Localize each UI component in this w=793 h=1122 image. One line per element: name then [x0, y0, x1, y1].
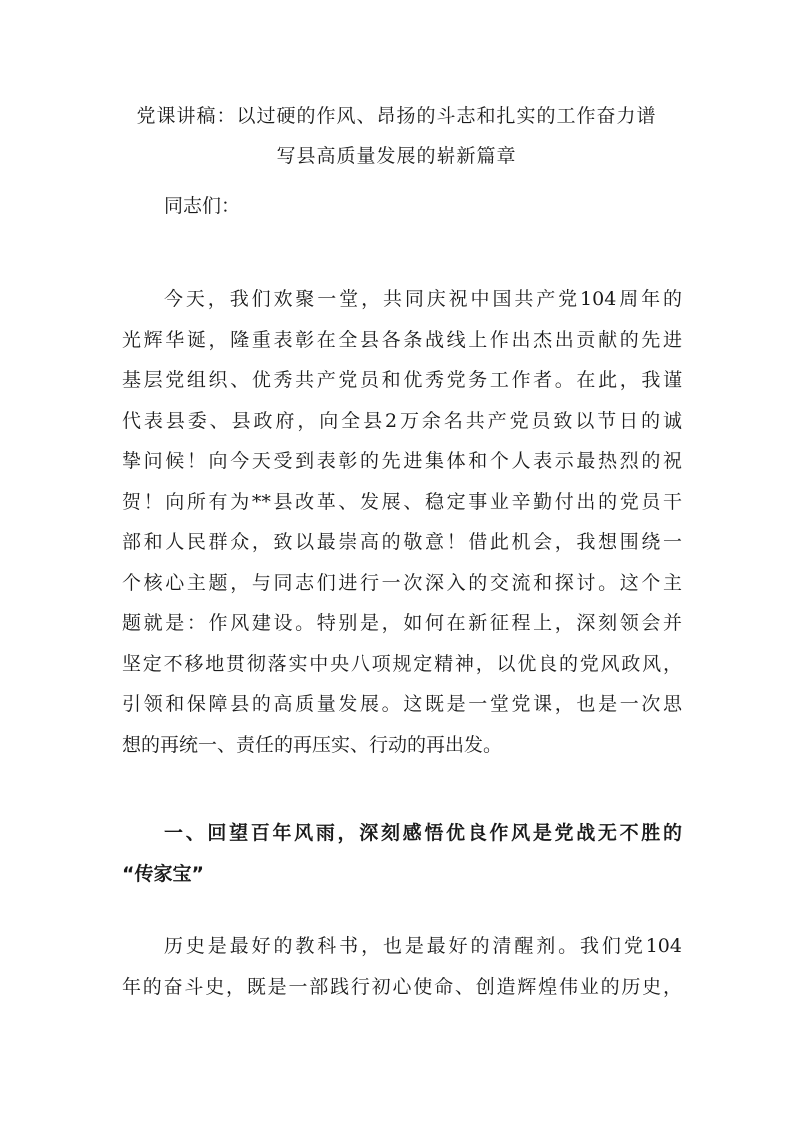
heading-line: “传家宝”: [122, 862, 204, 885]
document-title: [100, 96, 693, 176]
paragraph-1-line: 基层党组织、优秀共产党员和优秀党务工作者。在此，我谨: [122, 369, 682, 391]
paragraph-1: [122, 279, 682, 765]
paragraph-1-line: 今天，我们欢聚一堂，共同庆祝中国共产党104周年的: [164, 288, 682, 310]
paragraph-2-line: 年的奋斗史，既是一部践行初心使命、创造辉煌伟业的历史，: [122, 975, 682, 998]
paragraph-1-line: 部和人民群众，致以最崇高的敬意！借此机会，我想围绕一: [122, 531, 682, 553]
paragraph-1-line: 贺！向所有为**县改革、发展、稳定事业辛勤付出的党员干: [122, 490, 682, 513]
paragraph-1-line: 光辉华诞，隆重表彰在全县各条战线上作出杰出贡献的先进: [122, 328, 682, 351]
title-line-2: 写县高质量发展的崭新篇章: [276, 145, 517, 167]
paragraph-2-line: 历史是最好的教科书，也是最好的清醒剂。我们党104: [164, 935, 682, 957]
salutation: 同志们：: [164, 195, 241, 217]
paragraph-1-line: 引领和保障县的高质量发展。这既是一堂党课，也是一次思: [122, 693, 682, 715]
heading-line: 一、回望百年风雨，深刻感悟优良作风是党战无不胜的: [164, 822, 682, 844]
paragraph-1-line: 题就是：作风建设。特别是，如何在新征程上，深刻领会并: [122, 612, 682, 634]
section-heading-1: [122, 813, 682, 894]
paragraph-1-line: 个核心主题，与同志们进行一次深入的交流和探讨。这个主: [122, 571, 682, 594]
title-line-1: 党课讲稿：以过硬的作风、昂扬的斗志和扎实的工作奋力谱: [136, 105, 657, 127]
paragraph-1-line: 想的再统一、责任的再压实、行动的再出发。: [122, 733, 503, 756]
paragraph-1-line: 代表县委、县政府，向全县2万余名共产党员致以节日的诚: [122, 409, 682, 432]
paragraph-2: [122, 926, 682, 1007]
paragraph-1-line: 挚问候！向今天受到表彰的先进集体和个人表示最热烈的祝: [122, 450, 682, 472]
paragraph-1-line: 坚定不移地贯彻落实中央八项规定精神，以优良的党风政风，: [122, 652, 682, 675]
